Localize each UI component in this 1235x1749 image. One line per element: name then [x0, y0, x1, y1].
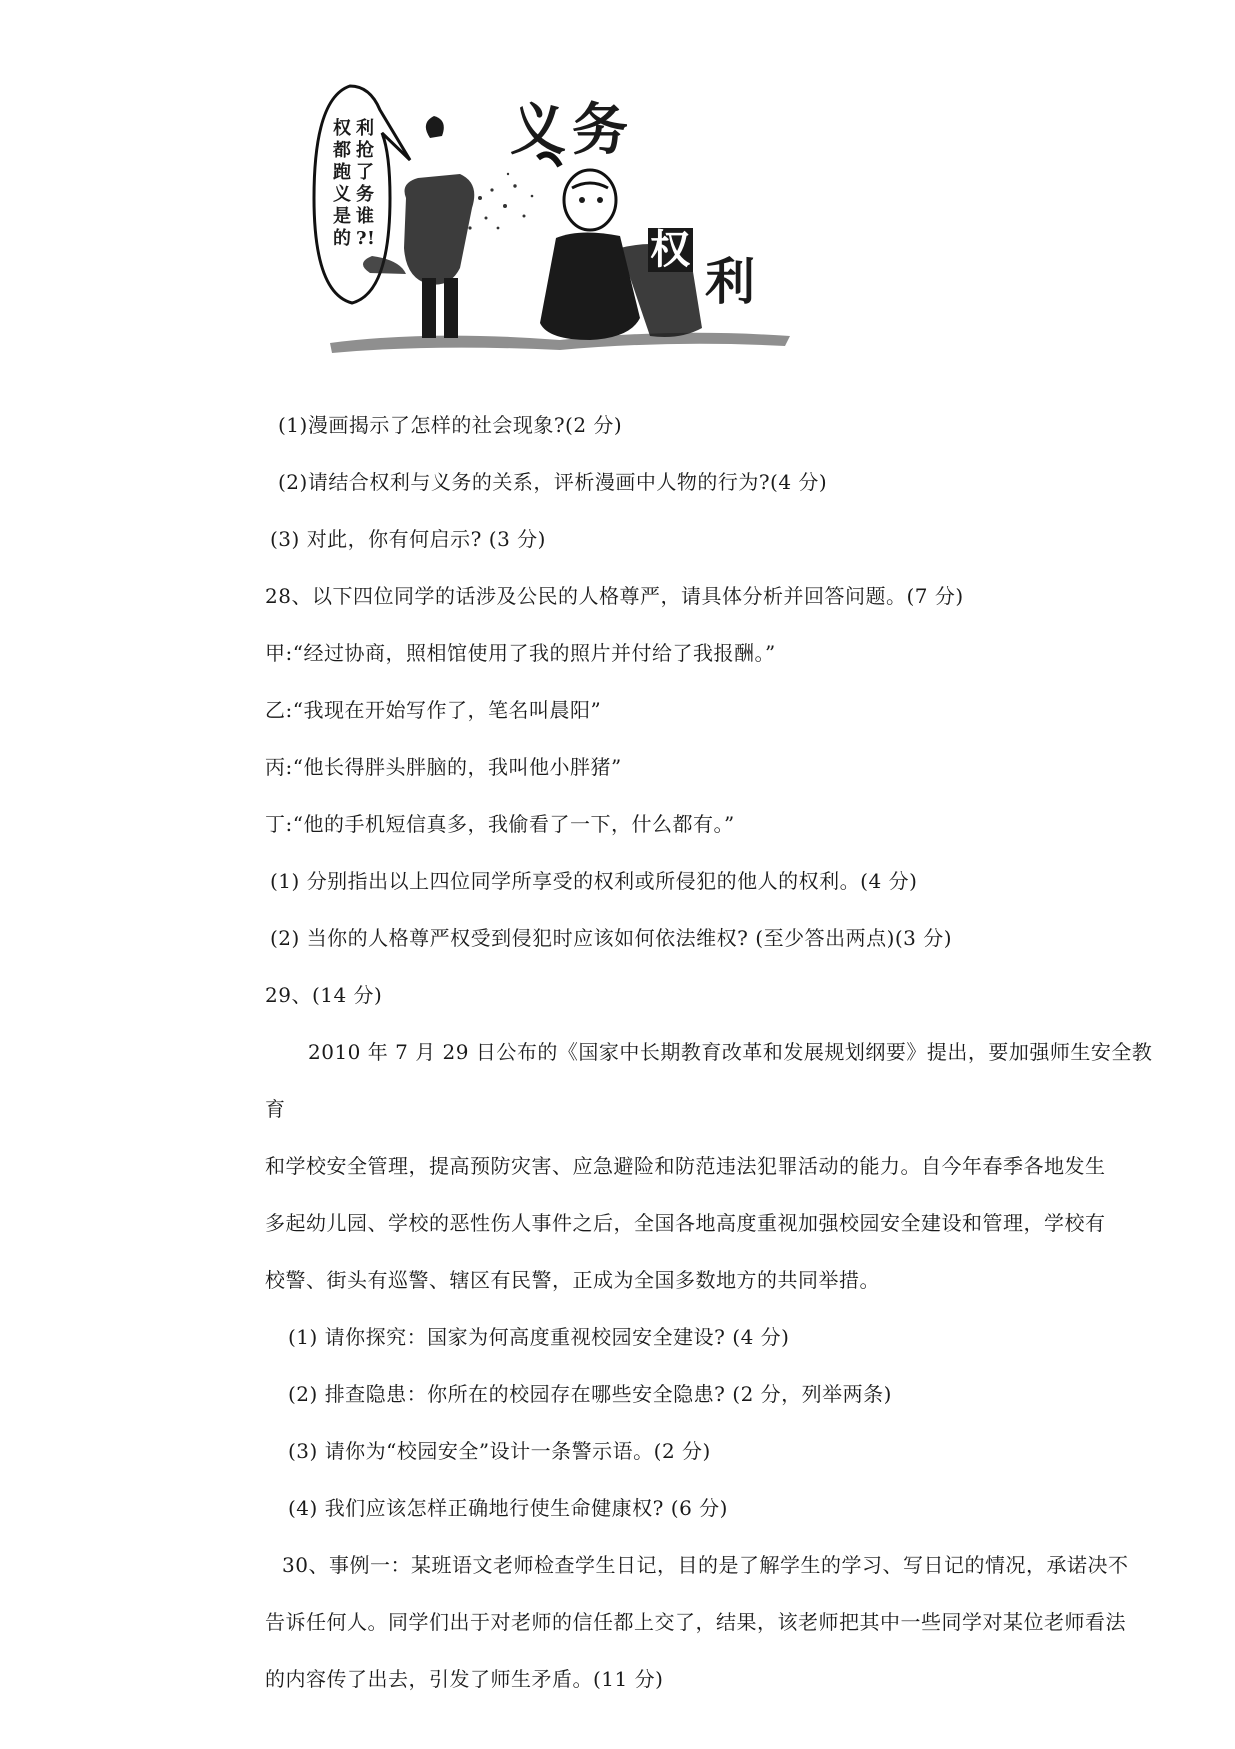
q28-ding: 丁:“他的手机短信真多，我偷看了一下，什么都有。”	[265, 812, 735, 836]
q28-stem: 28、以下四位同学的话涉及公民的人格尊严，请具体分析并回答问题。(7 分)	[265, 584, 964, 608]
q29-sub2: (2) 排查隐患：你所在的校园存在哪些安全隐患? (2 分，列举两条)	[288, 1382, 892, 1406]
q28-sub1: (1) 分别指出以上四位同学所享受的权利或所侵犯的他人的权利。(4 分)	[270, 869, 918, 893]
speech-char: 利	[356, 118, 375, 139]
q29-sub3: (3) 请你为“校园安全”设计一条警示语。(2 分)	[288, 1439, 711, 1463]
q30-line: 告诉任何人。同学们出于对老师的信任都上交了，结果，该老师把其中一些同学对某位老师看法	[265, 1610, 1126, 1634]
q29-sub1: (1) 请你探究：国家为何高度重视校园安全建设? (4 分)	[288, 1325, 790, 1349]
speech-char: 抢	[356, 140, 375, 161]
q28-bing: 丙:“他长得胖头胖脑的，我叫他小胖猪”	[265, 755, 622, 779]
speech-col-left	[333, 118, 355, 250]
speech-char: 谁	[356, 206, 375, 227]
speech-col-right	[356, 118, 378, 250]
cartoon-word-quan: 权	[650, 226, 691, 273]
speech-char: 跑	[333, 162, 352, 183]
q30-line: 30、事例一：某班语文老师检查学生日记，目的是了解学生的学习、写日记的情况，承诺决不	[282, 1553, 1129, 1577]
speech-char: 都	[333, 140, 352, 161]
cartoon-word-yiwu: 义务	[510, 97, 634, 163]
speech-char: 权	[333, 118, 352, 139]
q29-para-line: 育	[265, 1097, 286, 1121]
q29-para-line: 多起幼儿园、学校的恶性伤人事件之后，全国各地高度重视加强校园安全建设和管理，学校有	[265, 1211, 1106, 1235]
q27-sub2: (2)请结合权利与义务的关系，评析漫画中人物的行为?(4 分)	[278, 470, 828, 494]
q28-yi: 乙:“我现在开始写作了，笔名叫晨阳”	[265, 698, 602, 722]
speech-char: 务	[356, 184, 375, 205]
q29-para-line: 2010 年 7 月 29 日公布的《国家中长期教育改革和发展规划纲要》提出，要加强师生安全教	[308, 1040, 1153, 1064]
q30-line: 的内容传了出去，引发了师生矛盾。(11 分)	[265, 1667, 664, 1691]
speech-char: 义	[333, 184, 352, 205]
q28-jia: 甲:“经过协商，照相馆使用了我的照片并付给了我报酬。”	[265, 641, 776, 665]
cartoon-word-quanli: 利	[705, 252, 756, 311]
q27-sub3: (3) 对此，你有何启示? (3 分)	[270, 527, 546, 551]
speech-char: 的	[333, 228, 352, 249]
speech-char: 了	[356, 162, 375, 183]
q28-sub2: (2) 当你的人格尊严权受到侵犯时应该如何依法维权? (至少答出两点)(3 分)	[270, 926, 953, 950]
speech-char: ?!	[356, 228, 376, 249]
q29-para-line: 和学校安全管理，提高预防灾害、应急避险和防范违法犯罪活动的能力。自今年春季各地发生	[265, 1154, 1106, 1178]
q27-sub1: (1)漫画揭示了怎样的社会现象?(2 分)	[278, 413, 623, 437]
speech-char: 是	[333, 206, 352, 227]
q29-sub4: (4) 我们应该怎样正确地行使生命健康权? (6 分)	[288, 1496, 728, 1520]
q29-para-line: 校警、街头有巡警、辖区有民警，正成为全国多数地方的共同举措。	[265, 1268, 880, 1292]
q29-stem: 29、(14 分)	[265, 983, 383, 1007]
